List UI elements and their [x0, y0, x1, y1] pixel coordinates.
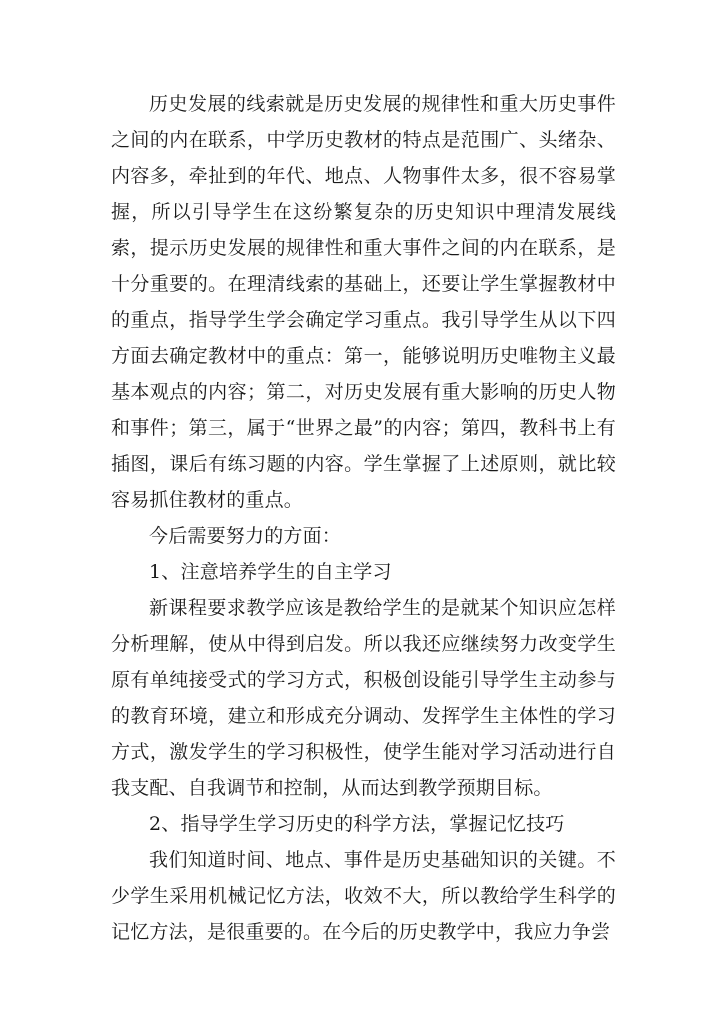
- paragraph-future-efforts-heading: 今后需要努力的方面：: [149, 525, 342, 547]
- paragraph-history-clues: 历史发展的线索就是历史发展的规律性和重大历史事件之间的内在联系，中学历史教材的特点是范围广、头绪杂、内容多，牵扯到的年代、地点、人物事件太多，很不容易掌握，所以引导学生在这纷繁复杂的历史知识中理清发展线索，提示历史发展的规律性和重大事件之间的内在联系，是十分重要的。在理清线索的基础上，还要让学生掌握教材中的重点，指导学生学会确定学习重点。我引导学生从以下四方面去确定教材中的重点：第一，能够说明历史唯物主义最基本观点的内容；第二，对历史发展有重大影响的历史人物和事件；第三，属于“世界之最”的内容；第四，教科书上有插图，课后有练习题的内容。学生掌握了上述原则，就比较容易抓住教材的重点。: [111, 93, 616, 511]
- paragraph-item-1-heading: 1、注意培养学生的自主学习: [149, 561, 392, 583]
- paragraph-memory-methods: 我们知道时间、地点、事件是历史基础知识的关键。不少学生采用机械记忆方法，收效不大，所以教给学生科学的记忆方法，是很重要的。在今后的历史教学中，我应力争尝: [111, 849, 616, 943]
- body-text: [111, 86, 616, 950]
- paragraph-autonomous-learning: 新课程要求教学应该是教给学生的是就某个知识应怎样分析理解，使从中得到启发。所以我还应继续努力改变学生原有单纯接受式的学习方式，积极创设能引导学生主动参与的教育环境，建立和形成充分调动、发挥学生主体性的学习方式，激发学生的学习积极性，使学生能对学习活动进行自我支配、自我调节和控制，从而达到教学预期目标。: [111, 597, 616, 799]
- paragraph-item-2-heading: 2、指导学生学习历史的科学方法，掌握记忆技巧: [149, 813, 565, 835]
